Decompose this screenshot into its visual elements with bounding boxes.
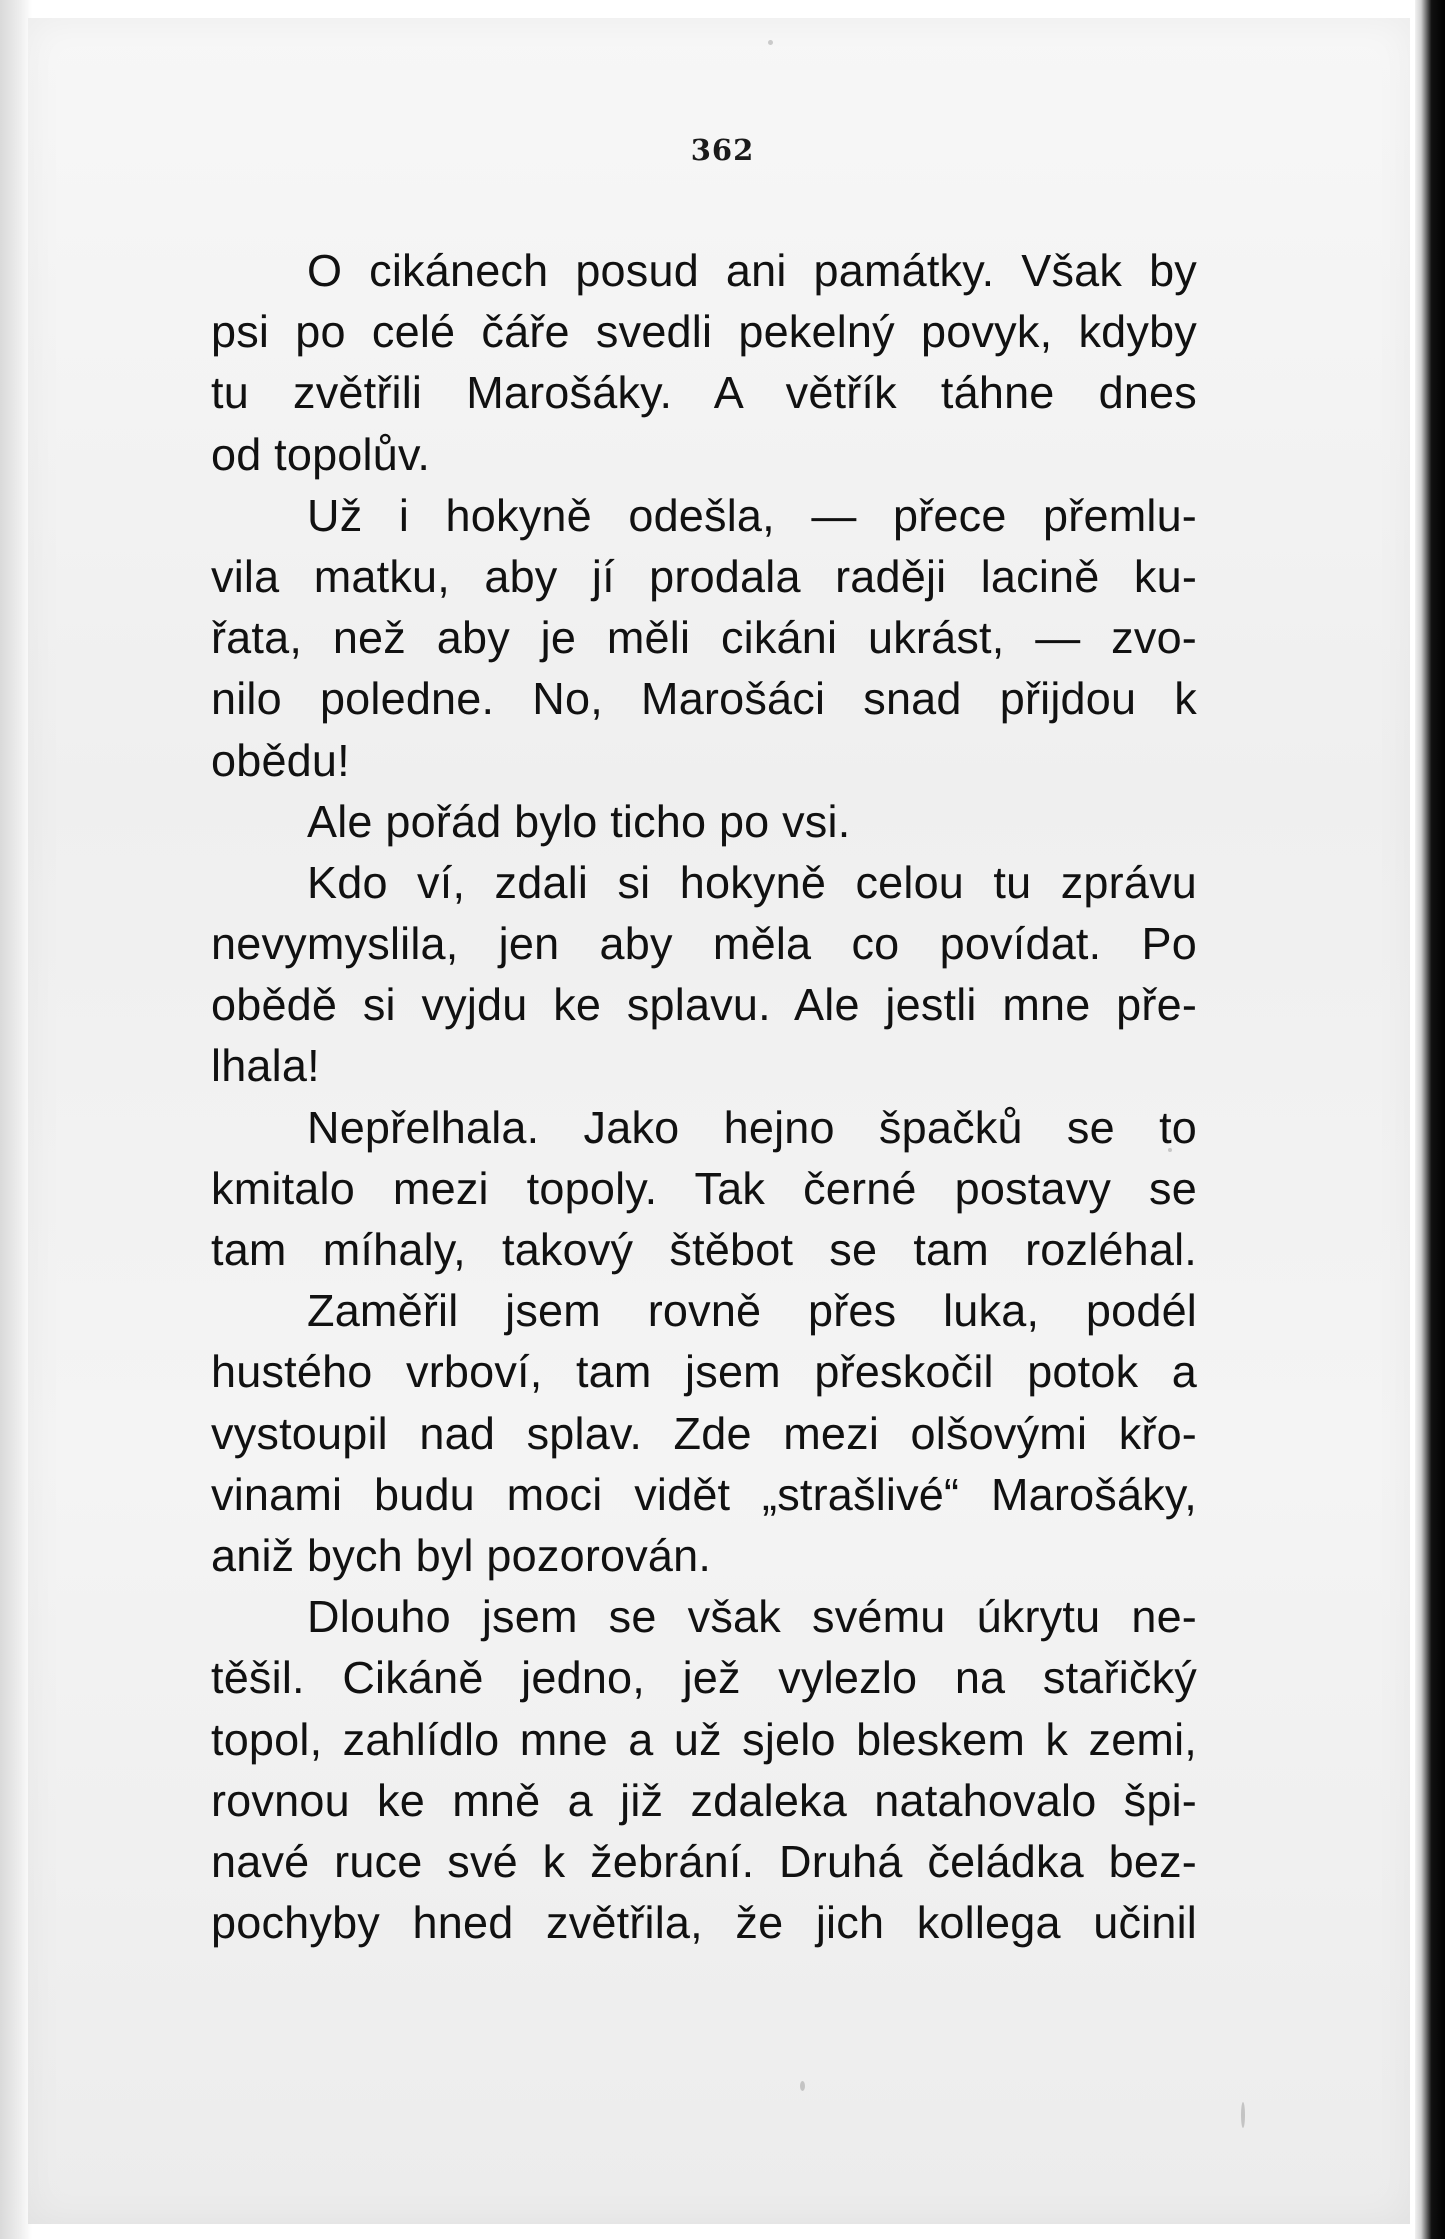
- text-line: kmitalo mezi topoly. Tak černé postavy se: [211, 1162, 1197, 1214]
- text-line: Už i hokyně odešla, — přece přemlu-: [307, 489, 1197, 541]
- text-line: obědě si vyjdu ke splavu. Ale jestli mne pře-: [211, 979, 1197, 1031]
- text-line: tam míhaly, takový štěbot se tam rozléhal.: [211, 1224, 1197, 1275]
- text-line: aniž bych byl pozorován.: [211, 1529, 712, 1581]
- text-line: navé ruce své k žebrání. Druhá čeládka bez-: [211, 1835, 1197, 1887]
- text-line: vystoupil nad splav. Zde mezi olšovými křo-: [211, 1407, 1197, 1459]
- page-number: 362: [690, 133, 755, 167]
- text-line: vila matku, aby jí prodala raději lacině ku-: [211, 550, 1197, 602]
- paper-speck: [800, 2081, 805, 2091]
- text-line: těšil. Cikáně jedno, jež vylezlo na stařičký: [211, 1652, 1197, 1704]
- text-line: nilo poledne. No, Marošáci snad přijdou k: [211, 673, 1197, 725]
- paper-speck: [768, 40, 773, 45]
- text-line: Dlouho jsem se však svému úkrytu ne-: [307, 1591, 1197, 1643]
- text-line: psi po celé čáře svedli pekelný povyk, kdyby: [211, 306, 1197, 358]
- text-line: řata, než aby je měli cikáni ukrást, — zvo-: [211, 612, 1197, 664]
- text-line: vinami budu moci vidět „strašlivé“ Marošáky,: [211, 1468, 1197, 1520]
- binding-edge: [1415, 0, 1445, 2239]
- text-line: tu zvětřili Marošáky. A větřík táhne dnes: [211, 367, 1197, 419]
- text-line: pochyby hned zvětřila, že jich kollega učinil: [211, 1897, 1197, 1949]
- text-line: topol, zahlídlo mne a už sjelo bleskem k zemi,: [211, 1713, 1197, 1765]
- text-line: lhala!: [211, 1040, 320, 1092]
- text-line: Zaměřil jsem rovně přes luka, podél: [307, 1285, 1197, 1337]
- page-text: [211, 240, 1197, 1953]
- text-line: hustého vrboví, tam jsem přeskočil potok a: [211, 1346, 1197, 1398]
- text-line: nevymyslila, jen aby měla co povídat. Po: [211, 918, 1197, 970]
- text-line: Nepřelhala. Jako hejno špačků se to: [307, 1101, 1197, 1153]
- text-line: od topolův.: [211, 428, 431, 480]
- text-line: obědu!: [211, 734, 350, 786]
- text-line: Ale pořád bylo ticho po vsi.: [307, 795, 851, 847]
- paper-speck: [1241, 2102, 1245, 2128]
- text-line: O cikánech posud ani památky. Však by: [307, 245, 1197, 296]
- text-line: rovnou ke mně a již zdaleka natahovalo špi-: [211, 1774, 1197, 1826]
- text-line: Kdo ví, zdali si hokyně celou tu zprávu: [307, 856, 1197, 908]
